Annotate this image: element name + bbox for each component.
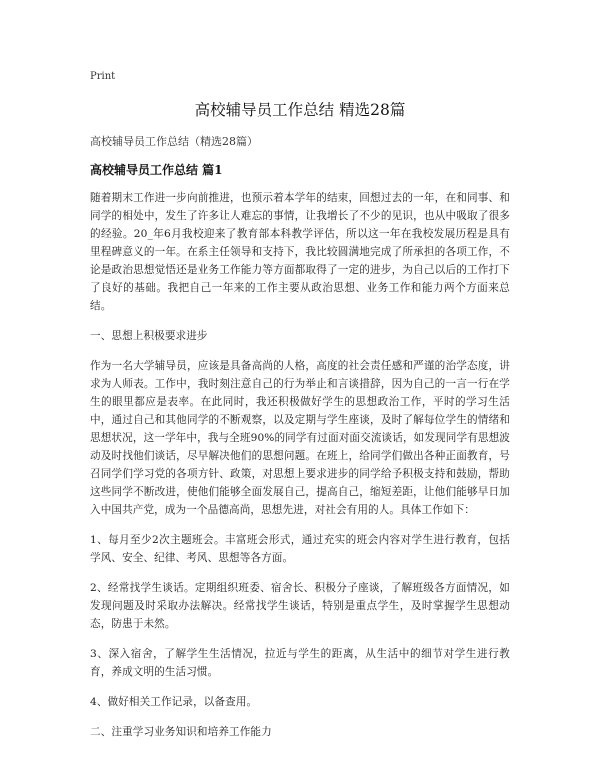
paragraph-intro: 随着期末工作进一步向前推进，也预示着本学年的结束，回想过去的一年，在和同事、和同学的相处中，发生了许多让人难忘的事情，让我增长了不少的见识，也从中吸取了很多的经验。20_年6月我校迎来了教育部本科教学评估，所以这一年在我校发展历程是具有里程碑意义的一年。在系主任领导和支持下，我比较圆满地完成了所承担的各项工作，不论是政治思想觉悟还是业务工作能力等方面都取得了一定的进步，为自己以后的工作打下了良好的基础。我把自己一年来的工作主要从政治思想、业务工作和能力两个方面来总结。 <box>90 192 510 312</box>
paragraph-item-2: 2、经常找学生谈话。定期组织班委、宿舍长、积极分子座谈，了解班级各方面情况，如发现问题及时采取办法解决。经常找学生谈话，特别是重点学生，及时掌握学生思想动态，防患于未然。 <box>90 582 510 630</box>
paragraph-heading-2: 二、注重学习业务知识和培养工作能力 <box>90 726 272 738</box>
paragraph-item-4: 4、做好相关工作记录，以备查用。 <box>90 696 258 708</box>
document-title: 高校辅导员工作总结 精选28篇 <box>194 101 406 119</box>
paragraph-item-3: 3、深入宿舍，了解学生生活情况，拉近与学生的距离，从生活中的细节对学生进行教育，养成文明的生活习惯。 <box>90 648 510 678</box>
document-subtitle: 高校辅导员工作总结（精选28篇） <box>90 135 258 148</box>
paragraph-body-1: 作为一名大学辅导员，应该是具备高尚的人格，高度的社会责任感和严谨的治学态度，讲求为人师表。工作中，我时刻注意自己的行为举止和言谈措辞，因为自己的一言一行在学生的眼里都应是表率。在此同时，我还积极做好学生的思想政治工作，平时的学习生活中，通过自己和其他同学的不断观察，以及定期与学生座谈，及时了解每位学生的情绪和思想状况，这一学年中，我与全班90%的同学有过面对面交流谈话，如发现同学有思想波动及时找他们谈话，尽早解决他们的思想问题。在班上，给同学们做出各种正面教育，号召同学们学习党的各项方针、政策，对思想上要求进步的同学给予积极支持和鼓励，帮助这些同学不断改进，使他们能够全面发展自己，提高自己，缩短差距，让他们能够早日加入中国共产党，成为一个品德高尚，思想先进，对社会有用的人。具体工作如下： <box>90 360 510 516</box>
paragraph-heading-1: 一、思想上积极要求进步 <box>90 330 208 342</box>
section-heading: 高校辅导员工作总结 篇1 <box>90 163 223 177</box>
paragraph-item-1: 1、每月至少2次主题班会。丰富班会形式，通过充实的班会内容对学生进行教育，包括学风、安全、纪律、考风、思想等各方面。 <box>90 534 510 564</box>
print-label[interactable]: Print <box>90 71 116 82</box>
